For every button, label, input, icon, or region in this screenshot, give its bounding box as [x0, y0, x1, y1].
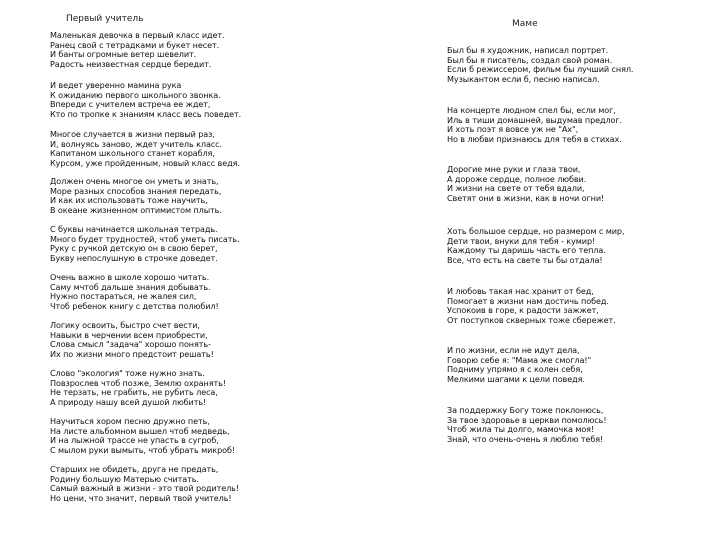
poem-line: Каждому ты даришь часть его тепла. — [447, 245, 606, 256]
poem-line: Самый важный в жизни - это твой родитель! — [50, 483, 239, 494]
poem-line: Чтоб ребенок книгу с детства полюбил! — [50, 300, 219, 311]
poem-line: А дороже сердце, полное любви. — [447, 173, 587, 184]
poem-line: Старших не обидеть, друга не предать, — [50, 464, 219, 474]
poem-line: Кто по тропке к знаниям класс весь поведет. — [50, 108, 242, 119]
poem-line: И жизни на свете от тебя вдали, — [447, 183, 585, 194]
poem-line: На концерте людном спел бы, если мог, — [447, 105, 616, 115]
poem-line: Иль в тиши домашней, выдумав предлог. — [447, 114, 623, 125]
poem-line: Много будет трудностей, чтоб уметь писать. — [50, 233, 240, 244]
poem-line: Ранец свой с тетрадками и букет несет. — [50, 39, 220, 50]
poem-line: И как их использовать тоже научить, — [50, 195, 208, 206]
poem-line: Чтоб жила ты долго, мамочка моя! — [447, 424, 595, 435]
poem-line: Говорю себе я: "Мама же смогла!" — [447, 354, 592, 365]
poem-line: Светят они в жизни, как в ночи огни! — [447, 192, 605, 203]
poem-line: Мелкими шагами к цели поведя. — [447, 373, 585, 384]
left-stanza-6 — [50, 273, 219, 311]
poem-line: За поддержку Богу тоже поклонюсь, — [447, 405, 604, 415]
poem-line: Капитаном школьного станет корабля, — [50, 148, 215, 159]
poem-line: И хоть поэт я вовсе уж не "Ах", — [447, 124, 579, 135]
poem-line: Был бы я художник, написал портрет. — [447, 45, 609, 55]
poem-line: Руку с ручкой детскую он в свою берет, — [50, 243, 218, 254]
poem-line: Повзрослев чтоб позже, Землю охранять! — [50, 377, 226, 388]
poem-line: Радость неизвестная сердце бередит. — [50, 58, 212, 69]
poem-line: С буквы начинается школьная тетрадь. — [50, 224, 218, 234]
poem-line: И, волнуясь заново, ждет учитель класс. — [50, 138, 223, 149]
left-stanza-1 — [50, 31, 225, 69]
poem-title-first-teacher: Первый учитель — [66, 14, 144, 24]
poem-line: Слова смысл "задача" хорошо понять- — [50, 339, 211, 350]
poem-line: Навыки в черчении всем приобрести, — [50, 329, 208, 340]
left-stanza-8 — [50, 369, 226, 407]
poem-line: Знай, что очень-очень я люблю тебя! — [447, 433, 604, 444]
left-stanza-7 — [50, 321, 214, 359]
poem-line: От поступков скверных тоже сбережет. — [447, 314, 616, 325]
poem-line: В океане жизненном оптимистом плыть. — [50, 204, 222, 215]
poem-line: Слово "экология" тоже нужно знать. — [50, 368, 205, 378]
right-stanza-5 — [447, 287, 616, 325]
poem-line: Не терзать, не грабить, не рубить леса, — [50, 387, 218, 398]
poem-line: Родину большую Матерью считать. — [50, 473, 199, 484]
poem-title-mother: Маме — [512, 19, 538, 29]
poem-line: Научиться хором песню дружно петь, — [50, 416, 210, 426]
left-stanza-3 — [50, 130, 240, 168]
right-stanza-3 — [447, 165, 604, 203]
poem-line: Но в любви признаюсь для тебя в стихах. — [447, 133, 622, 144]
right-stanza-2 — [447, 106, 622, 144]
poem-line: Должен очень многое он уметь и знать, — [50, 176, 219, 186]
poem-line: Хоть большое сердце, но размером с мир, — [447, 226, 625, 236]
poem-line: Нужно постараться, не жалея сил, — [50, 291, 197, 302]
poem-line: Многое случается в жизни первый раз, — [50, 129, 215, 139]
right-stanza-1 — [447, 46, 633, 84]
poem-line: И банты огромные ветер шевелит. — [50, 49, 197, 60]
poem-line: К ожиданию первого школьного звонка. — [50, 89, 221, 100]
left-stanza-4 — [50, 177, 222, 215]
poem-line: Но цени, что значит, первый твой учитель! — [50, 492, 232, 503]
poem-line: Музыкантом если б, песню написал. — [447, 73, 600, 84]
left-stanza-5 — [50, 225, 239, 263]
poem-line: Курсом, уже пройденным, новый класс ведя. — [50, 157, 240, 168]
poem-line: И любовь такая нас хранит от бед, — [447, 286, 594, 296]
right-stanza-6 — [447, 346, 591, 384]
right-stanza-4 — [447, 227, 624, 265]
poem-line: За твое здоровье в церкви помолюсь! — [447, 414, 607, 425]
poem-line: Дорогие мне руки и глаза твои, — [447, 164, 581, 174]
poem-line: И по жизни, если не идут дела, — [447, 345, 580, 355]
poem-line: А природу нашу всей душой любить! — [50, 396, 207, 407]
poem-line: Их по жизни много предстоит решать! — [50, 348, 214, 359]
poem-line: Был бы я писатель, создал свой роман. — [447, 54, 613, 65]
poem-line: Море разных способов знания передать, — [50, 185, 222, 196]
poem-line: Логику освоить, быстро счет вести, — [50, 320, 200, 330]
poem-line: Все, что есть на свете ты бы отдала! — [447, 254, 603, 265]
poem-line: Очень важно в школе хорошо читать. — [50, 272, 210, 282]
poem-line: Впереди с учителем встреча ее ждет, — [50, 99, 211, 110]
poem-line: Маленькая девочка в первый класс идет. — [50, 30, 225, 40]
poem-line: Дети твои, внуки для тебя - кумир! — [447, 235, 596, 246]
poem-line: Если б режиссером, фильм бы лучший снял. — [447, 64, 634, 75]
poem-line: Саму мчтоб дальше знания добывать. — [50, 281, 211, 292]
left-stanza-9 — [50, 417, 235, 455]
left-stanza-2 — [50, 81, 241, 119]
poem-line: И ведет уверенно мамина рука — [50, 80, 182, 90]
poem-line: Успокоив в горе, к радости зажжет, — [447, 305, 599, 316]
poem-line: Подниму упрямо я с колен себя, — [447, 364, 583, 375]
poem-line: С мылом руки вымыть, чтоб убрать микроб! — [50, 444, 235, 455]
poem-line: Помогает в жизни нам достичь побед. — [447, 295, 609, 306]
poem-line: На листе альбомном вышел чтоб медведь, — [50, 425, 230, 436]
right-stanza-7 — [447, 406, 606, 444]
left-stanza-10 — [50, 465, 239, 503]
poem-line: Букву непослушную в строчке доведет. — [50, 252, 218, 263]
poem-line: И на лыжной трассе не упасть в сугроб, — [50, 435, 219, 446]
